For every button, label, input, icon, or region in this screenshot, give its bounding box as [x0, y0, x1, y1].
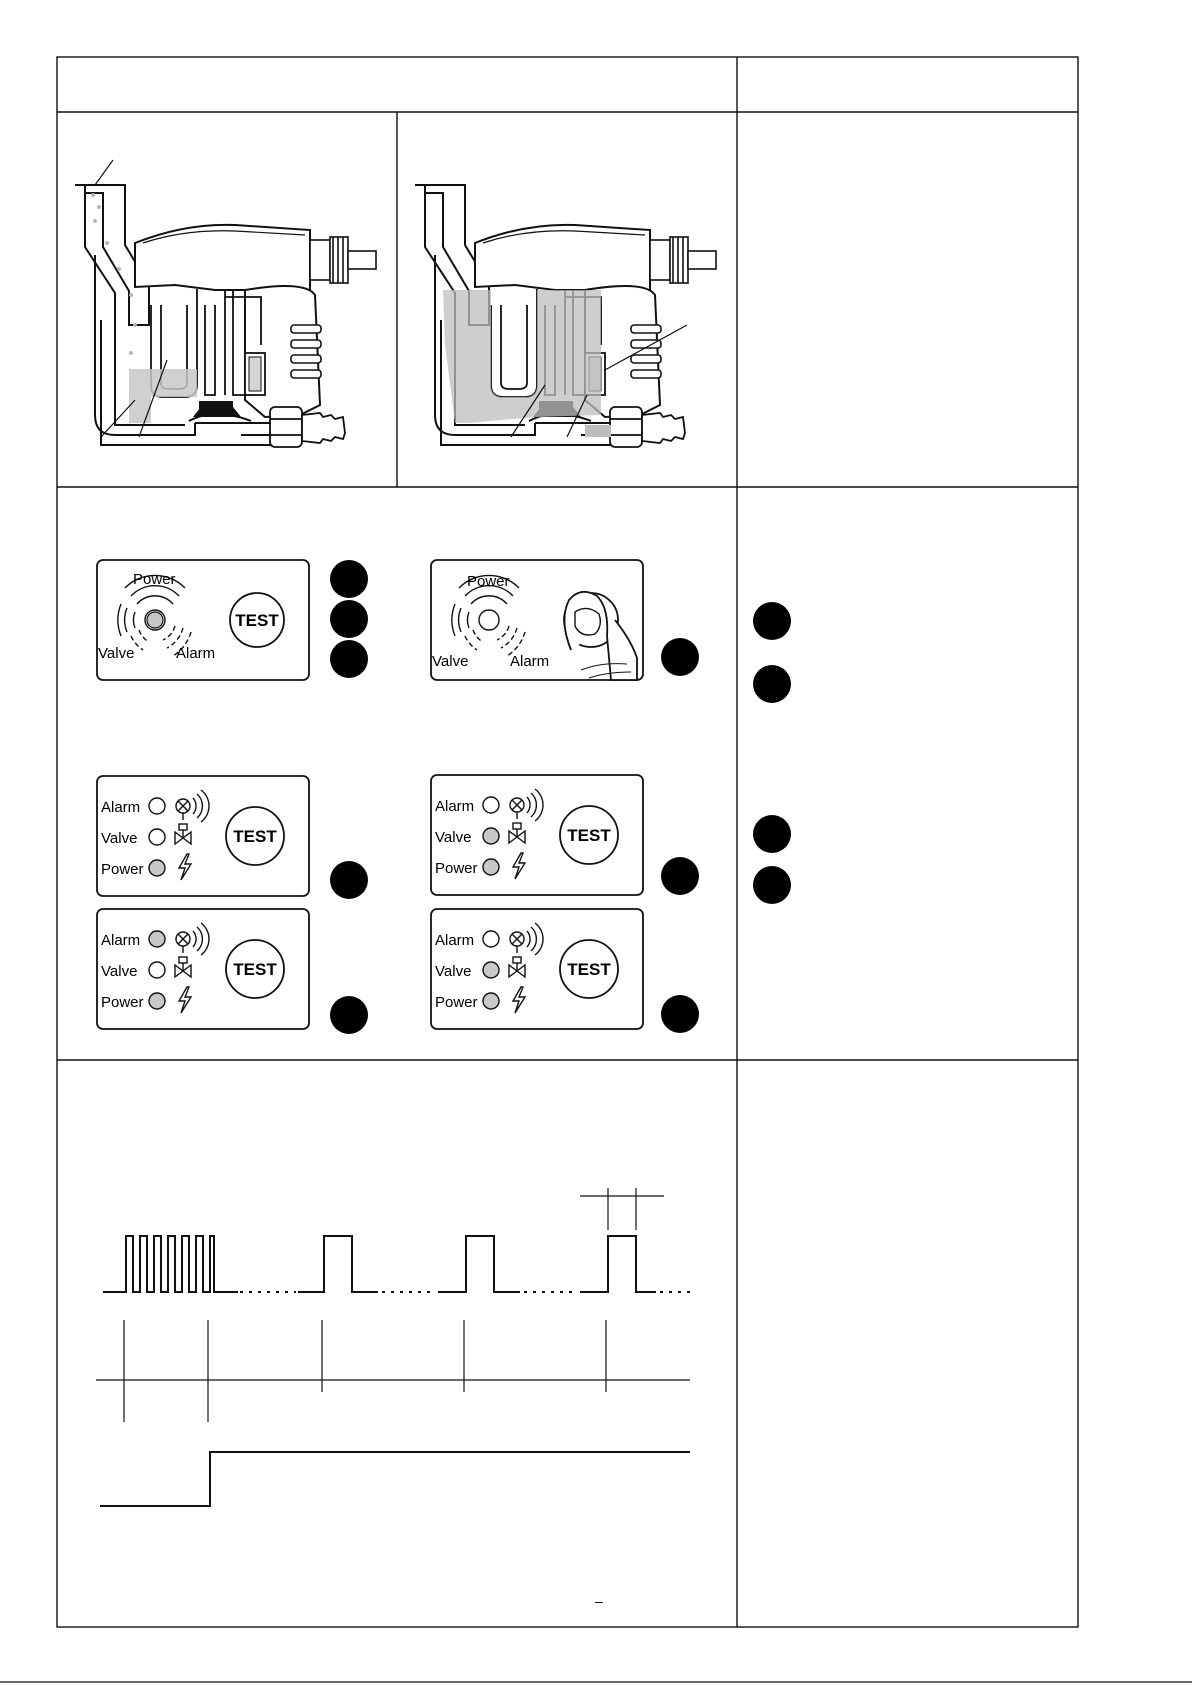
- alarm-label: Alarm: [101, 932, 141, 949]
- indicator-panel-list-4: [431, 909, 643, 1029]
- power-led-lit: [483, 859, 499, 875]
- valve-label: Valve: [435, 829, 472, 846]
- step-badges-right: [753, 602, 791, 904]
- step-badge: [753, 815, 791, 853]
- power-led-lit: [483, 993, 499, 1009]
- step-signal-trace: [100, 1452, 690, 1506]
- alarm-led-lit: [149, 931, 165, 947]
- alarm-label: Alarm: [176, 645, 216, 662]
- pump-illustration-full: [415, 185, 716, 447]
- power-led-lit: [149, 860, 165, 876]
- test-button[interactable]: TEST: [233, 827, 277, 846]
- pump-illustration-empty: [75, 160, 376, 447]
- power-label: Power: [467, 573, 510, 590]
- indicator-panel-list-2: [431, 775, 643, 895]
- valve-label: Valve: [435, 963, 472, 980]
- valve-label: Valve: [432, 653, 469, 670]
- step-badge: [753, 602, 791, 640]
- step-badge: [330, 560, 368, 598]
- alarm-label: Alarm: [435, 932, 475, 949]
- alarm-label: Alarm: [101, 799, 141, 816]
- pulse-signal-trace: [103, 1236, 238, 1292]
- indicator-panel-list-3: [97, 909, 309, 1029]
- valve-led: [149, 962, 165, 978]
- step-badge: [661, 857, 699, 895]
- step-badge: [330, 600, 368, 638]
- test-button[interactable]: TEST: [235, 611, 279, 630]
- step-badge: [330, 861, 368, 899]
- valve-led: [149, 829, 165, 845]
- alarm-led: [483, 797, 499, 813]
- test-button[interactable]: TEST: [567, 960, 611, 979]
- power-label: Power: [435, 994, 478, 1011]
- step-badge: [661, 638, 699, 676]
- step-badge: [753, 665, 791, 703]
- power-label: Power: [435, 860, 478, 877]
- alarm-label: Alarm: [435, 798, 475, 815]
- indicator-panel-list-1: [97, 776, 309, 896]
- power-label: Power: [133, 571, 176, 588]
- valve-led-lit: [483, 828, 499, 844]
- step-badges-left: [330, 560, 368, 678]
- valve-label: Valve: [101, 963, 138, 980]
- power-led-lit: [147, 612, 163, 628]
- step-badge: [330, 640, 368, 678]
- alarm-label: Alarm: [510, 653, 550, 670]
- valve-led-lit: [483, 962, 499, 978]
- test-button[interactable]: TEST: [567, 826, 611, 845]
- power-label: Power: [101, 994, 144, 1011]
- step-badge: [661, 995, 699, 1033]
- alarm-led: [149, 798, 165, 814]
- dash-mark: –: [595, 1593, 603, 1609]
- step-badge: [330, 996, 368, 1034]
- indicator-panel-radial-1: [97, 560, 309, 680]
- power-led-lit: [149, 993, 165, 1009]
- timing-diagram: [96, 1188, 694, 1506]
- valve-label: Valve: [98, 645, 135, 662]
- valve-label: Valve: [101, 830, 138, 847]
- alarm-led: [483, 931, 499, 947]
- indicator-panel-radial-2: [431, 560, 643, 680]
- test-button[interactable]: TEST: [233, 960, 277, 979]
- power-label: Power: [101, 861, 144, 878]
- step-badge: [753, 866, 791, 904]
